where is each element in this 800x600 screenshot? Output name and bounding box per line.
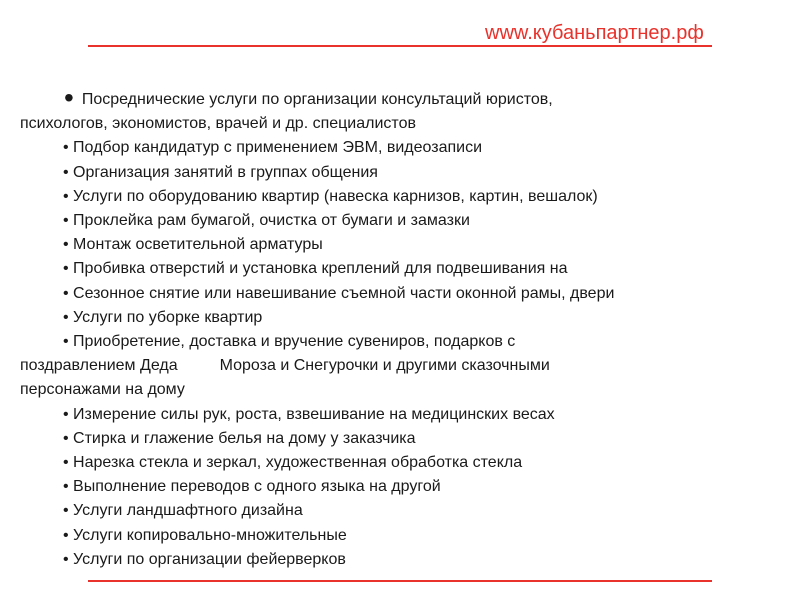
list-item: • Услуги копировально-множительные: [63, 526, 347, 544]
list-item-text: Мороза и Снегурочки и другими сказочными: [219, 357, 550, 375]
list-item: • Организация занятий в группах общения: [63, 163, 378, 181]
list-item-text: Посреднические услуги по организации консультаций юристов,: [81, 91, 553, 108]
bullet-icon: •: [64, 82, 74, 113]
list-item: • Монтаж осветительной арматуры: [63, 236, 323, 254]
list-item-continuation: персонажами на дому: [20, 381, 185, 399]
list-item: • Стирка и глажение белья на дому у заказчика: [63, 429, 416, 447]
services-list: [20, 82, 780, 572]
list-item: • Подбор кандидатур с применением ЭВМ, видеозаписи: [63, 139, 482, 157]
bottom-divider: [88, 580, 712, 582]
list-item: • Выполнение переводов с одного языка на другой: [63, 478, 441, 496]
list-item-continuation: психологов, экономистов, врачей и др. специалистов: [20, 115, 416, 133]
list-item: • Сезонное снятие или навешивание съемной части оконной рамы, двери: [63, 284, 615, 302]
list-item: • Нарезка стекла и зеркал, художественная обработка стекла: [63, 454, 523, 472]
list-item: • Услуги по оборудованию квартир (навеска карнизов, картин, вешалок): [63, 187, 598, 205]
list-item: • Проклейка рам бумагой, очистка от бумаги и замазки: [63, 212, 470, 230]
list-item: • Измерение силы рук, роста, взвешивание на медицинских весах: [63, 405, 555, 423]
list-item: • Приобретение, доставка и вручение сувениров, подарков с: [63, 333, 516, 351]
list-item-continuation: [20, 354, 780, 378]
list-item: • Услуги по уборке квартир: [63, 308, 263, 326]
list-item: • Услуги ландшафтного дизайна: [63, 502, 303, 520]
list-item-text: поздравлением Деда: [20, 357, 178, 375]
site-url: www.кубаньпартнер.рф: [485, 22, 704, 44]
list-item: • Пробивка отверстий и установка креплений для подвешивания на: [63, 260, 568, 278]
list-item: [20, 82, 780, 113]
list-item: • Услуги по организации фейерверков: [63, 550, 346, 568]
